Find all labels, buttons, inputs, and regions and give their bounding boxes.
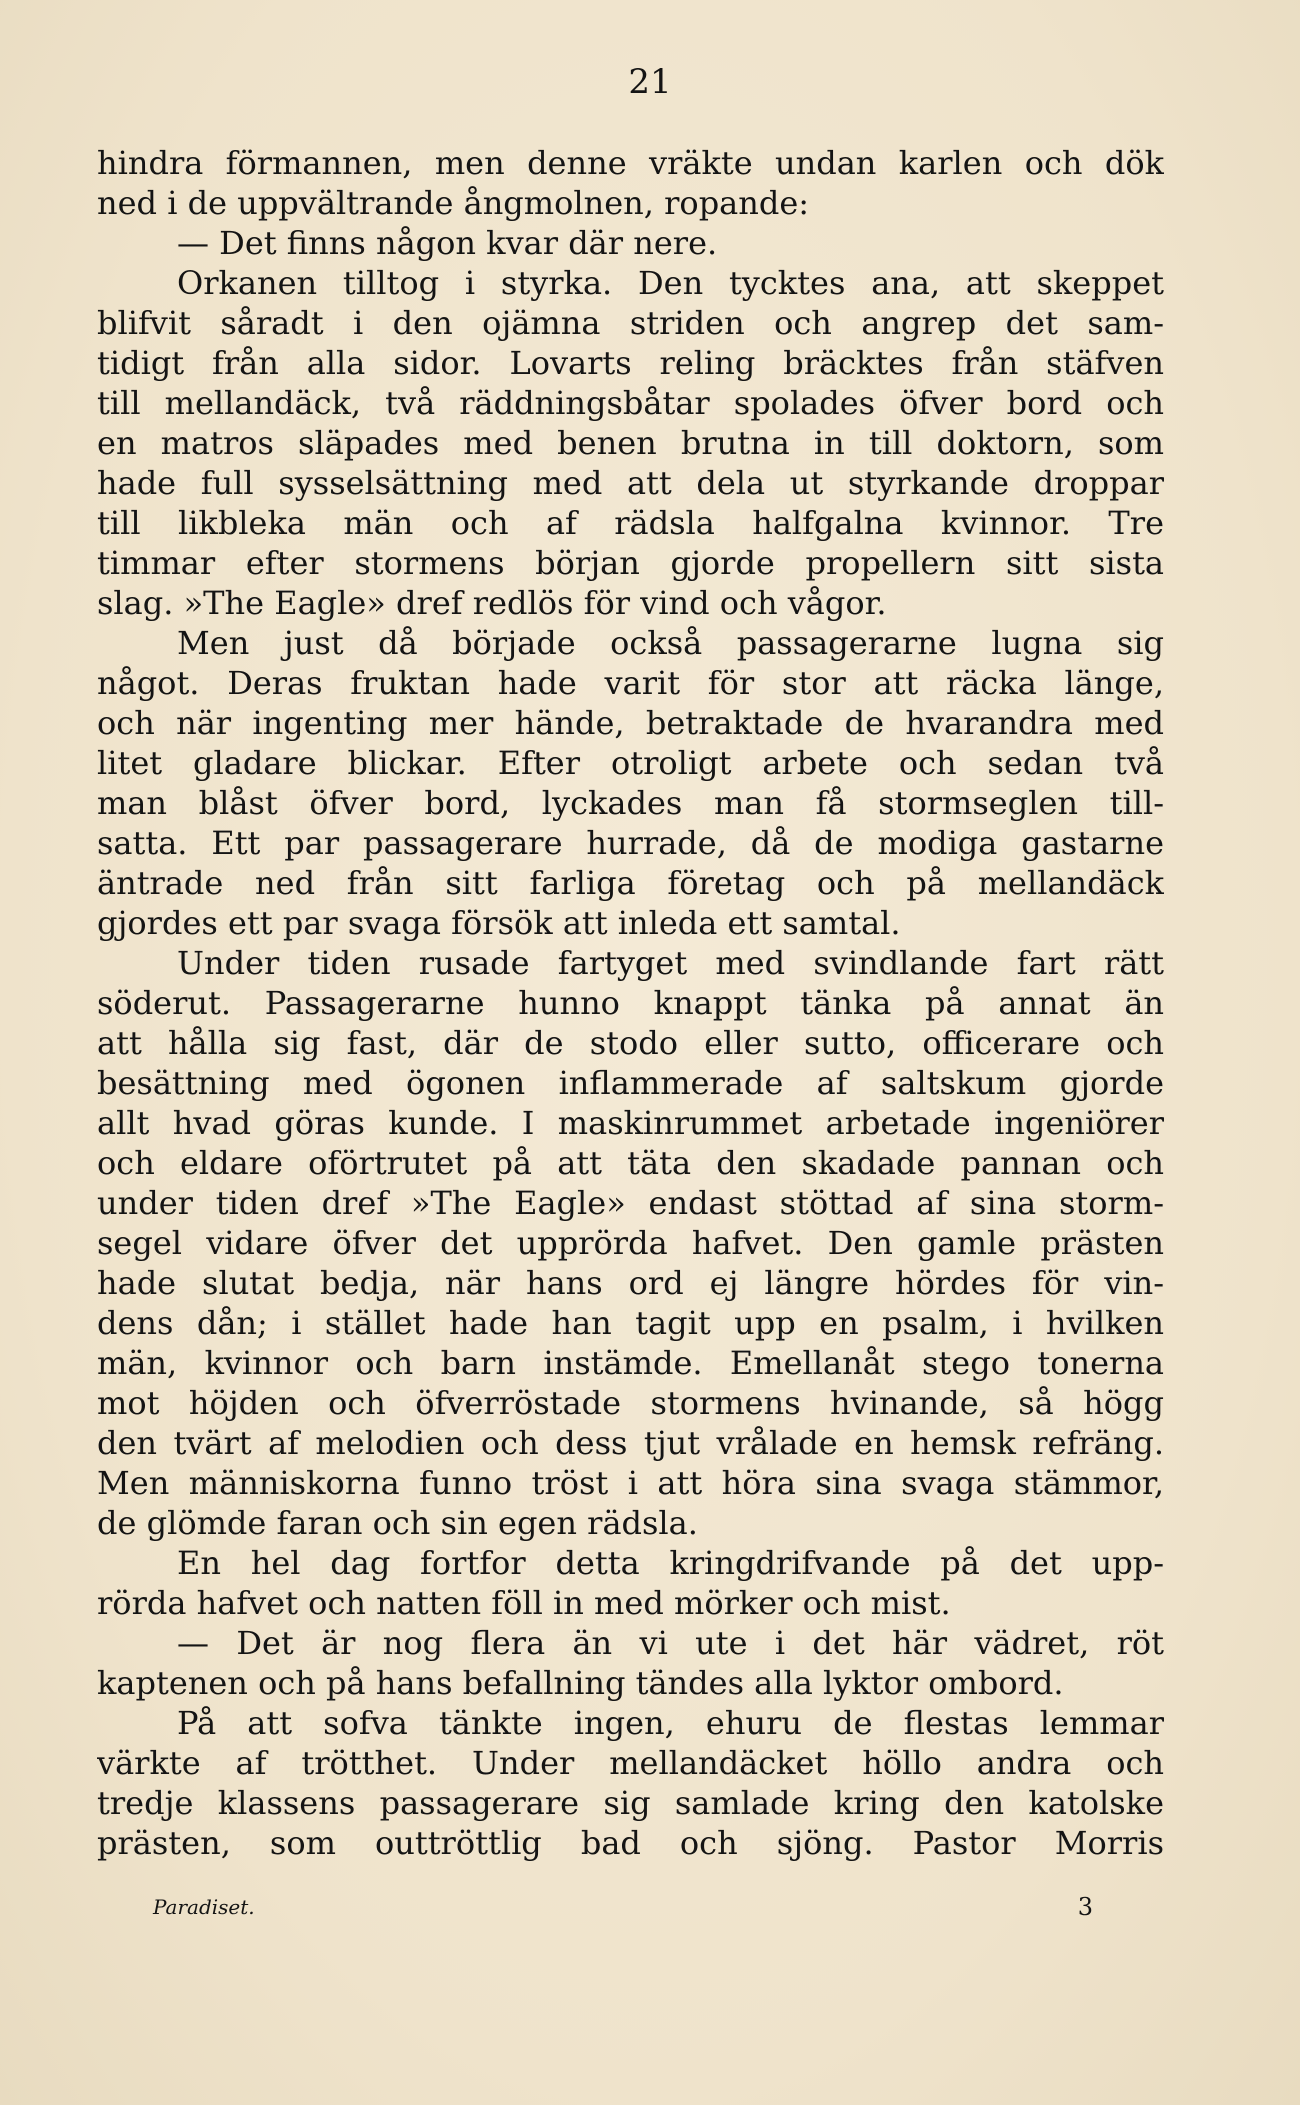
text-line: kaptenen och på hans befallning tändes alla lyktor ombord.: [97, 1664, 1064, 1702]
text-line: något. Deras fruktan hade varit för stor att räcka länge,: [97, 664, 1164, 702]
text-line: den tvärt af melodien och dess tjut vrålade en hemsk refräng.: [97, 1424, 1164, 1462]
text-line: och när ingenting mer hände, betraktade de hvarandra med: [97, 704, 1164, 742]
text-line: mot höjden och öfverröstade stormens hvinande, så högg: [97, 1384, 1164, 1422]
text-line: män, kvinnor och barn instämde. Emellanåt stego tonerna: [97, 1344, 1164, 1382]
text-line: prästen, som outtröttlig bad och sjöng. Pastor Morris: [97, 1824, 1164, 1862]
text-line: ned i de uppvältrande ångmolnen, ropande:: [97, 184, 810, 222]
text-line: hade slutat bedja, när hans ord ej längre hördes för vin-: [97, 1264, 1164, 1302]
text-line: satta. Ett par passagerare hurrade, då de modiga gastarne: [97, 824, 1164, 862]
text-line: de glömde faran och sin egen rädsla.: [97, 1504, 698, 1542]
signature-mark: Paradiset.: [153, 1895, 255, 1919]
text-line: under tiden dref »The Eagle» endast stöttad af sina storm-: [97, 1184, 1164, 1222]
text-line: värkte af trötthet. Under mellandäcket höllo andra och: [97, 1744, 1164, 1782]
text-line: Men människorna funno tröst i att höra sina svaga stämmor,: [97, 1464, 1164, 1502]
text-line: rörda hafvet och natten föll in med mörker och mist.: [97, 1584, 951, 1622]
text-line: blifvit såradt i den ojämna striden och angrep det sam-: [97, 304, 1164, 342]
text-line: dens dån; i stället hade han tagit upp en psalm, i hvilken: [97, 1304, 1164, 1342]
text-line: söderut. Passagerarne hunno knappt tänka på annat än: [97, 984, 1164, 1022]
text-line: till mellandäck, två räddningsbåtar spolades öfver bord och: [97, 384, 1164, 422]
text-line: Orkanen tilltog i styrka. Den tycktes ana, att skeppet: [177, 264, 1164, 302]
text-line: segel vidare öfver det upprörda hafvet. Den gamle prästen: [97, 1224, 1164, 1262]
text-line: timmar efter stormens början gjorde propellern sitt sista: [97, 544, 1164, 582]
text-line: litet gladare blickar. Efter otroligt arbete och sedan två: [97, 744, 1164, 782]
text-line: äntrade ned från sitt farliga företag och på mellandäck: [97, 864, 1164, 902]
text-line: att hålla sig fast, där de stodo eller sutto, officerare och: [97, 1024, 1164, 1062]
text-line: tidigt från alla sidor. Lovarts reling bräcktes från stäfven: [97, 344, 1164, 382]
page-number: 21: [628, 62, 672, 102]
text-line: hindra förmannen, men denne vräkte undan karlen och dök: [97, 144, 1164, 182]
text-line: slag. »The Eagle» dref redlös för vind och vågor.: [97, 584, 887, 622]
text-line: På att sofva tänkte ingen, ehuru de flestas lemmar: [177, 1704, 1164, 1742]
text-line: gjordes ett par svaga försök att inleda ett samtal.: [97, 904, 901, 942]
body-text: [97, 143, 1164, 1863]
text-line: och eldare oförtrutet på att täta den skadade pannan och: [97, 1144, 1164, 1182]
text-line: till likbleka män och af rädsla halfgalna kvinnor. Tre: [97, 504, 1164, 542]
text-line: allt hvad göras kunde. I maskinrummet arbetade ingeniörer: [97, 1104, 1164, 1142]
text-line: en matros släpades med benen brutna in till doktorn, som: [97, 424, 1164, 462]
sheet-number: 3: [1077, 1893, 1093, 1921]
text-line: Men just då började också passagerarne lugna sig: [177, 624, 1164, 662]
text-line: tredje klassens passagerare sig samlade kring den katolske: [97, 1784, 1164, 1822]
text-line: hade full sysselsättning med att dela ut styrkande droppar: [97, 464, 1164, 502]
text-line: — Det är nog flera än vi ute i det här vädret, röt: [177, 1624, 1164, 1662]
page-footer: [153, 1891, 1093, 1923]
text-line: En hel dag fortfor detta kringdrifvande på det upp-: [177, 1544, 1164, 1582]
text-line: man blåst öfver bord, lyckades man få stormseglen till-: [97, 784, 1164, 822]
text-line: besättning med ögonen inflammerade af saltskum gjorde: [97, 1064, 1164, 1102]
text-line: — Det finns någon kvar där nere.: [177, 224, 718, 262]
text-line: Under tiden rusade fartyget med svindlande fart rätt: [177, 944, 1164, 982]
